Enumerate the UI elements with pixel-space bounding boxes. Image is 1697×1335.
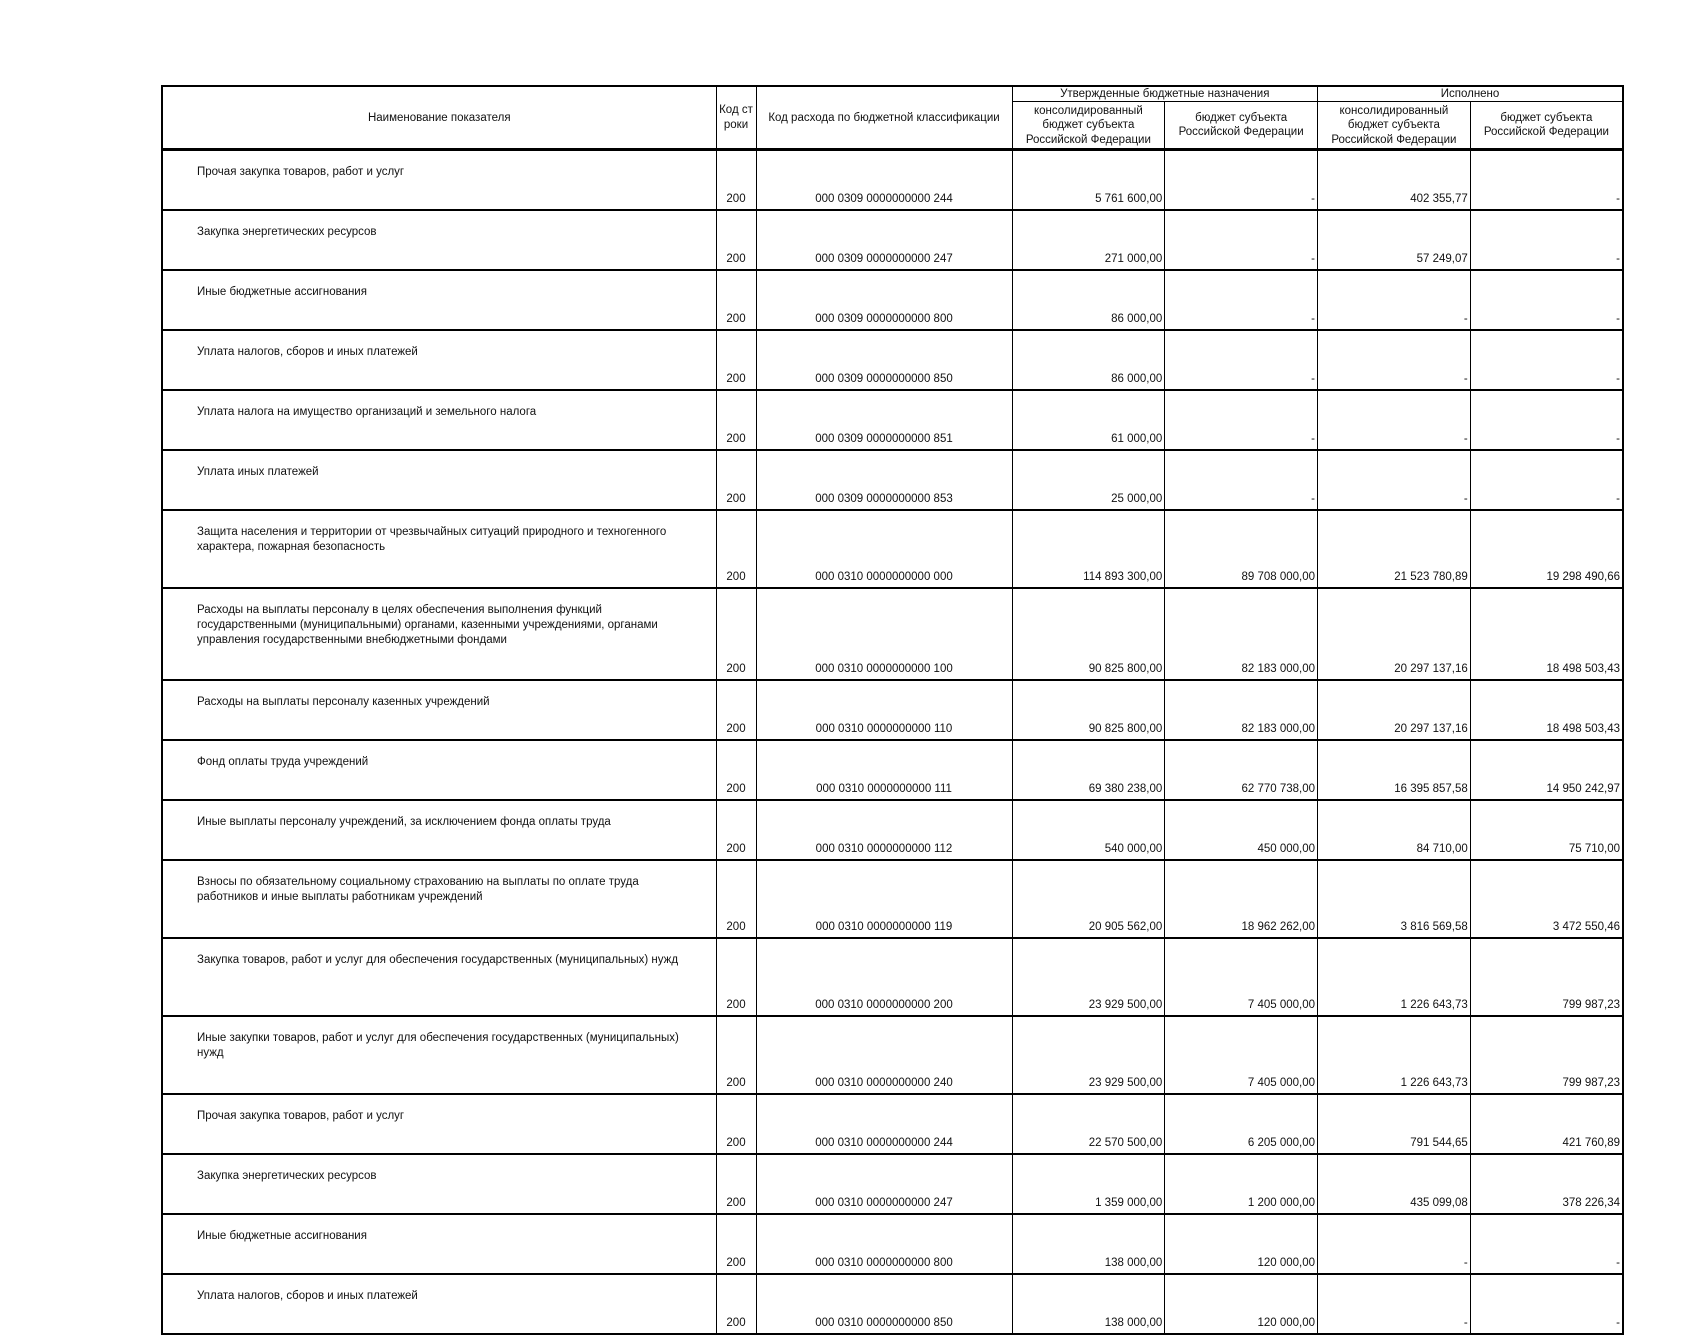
row-executed-consolidated-cell: 791 544,65 [1318,1094,1471,1154]
row-classification-cell: 000 0309 0000000000 853 [756,450,1012,510]
table-row [162,390,1623,450]
row-code-cell: 200 [716,1214,756,1274]
row-classification-cell: 000 0310 0000000000 100 [756,588,1012,680]
row-name-cell: Расходы на выплаты персоналу в целях обеспечения выполнения функций государственными (муниципальными) органами, казенными учреждениями, органами управления государственными внебюджетными фондами [162,588,716,680]
row-executed-consolidated-cell: - [1318,330,1471,390]
table-body [162,150,1623,1335]
row-executed-consolidated-cell: 402 355,77 [1318,150,1471,211]
row-code-cell: 200 [716,680,756,740]
row-classification-cell: 000 0310 0000000000 119 [756,860,1012,938]
row-executed-consolidated-cell: 20 297 137,16 [1318,588,1471,680]
row-executed-consolidated-cell: 3 816 569,58 [1318,860,1471,938]
row-executed-consolidated-cell: 16 395 857,58 [1318,740,1471,800]
row-approved-subject-cell: 7 405 000,00 [1165,938,1318,1016]
row-executed-consolidated-cell: - [1318,450,1471,510]
row-classification-cell: 000 0310 0000000000 111 [756,740,1012,800]
row-approved-consolidated-cell: 69 380 238,00 [1012,740,1165,800]
row-executed-subject-cell: 75 710,00 [1470,800,1623,860]
row-approved-subject-cell: 18 962 262,00 [1165,860,1318,938]
row-code-cell: 200 [716,270,756,330]
table-row [162,510,1623,588]
row-classification-cell: 000 0309 0000000000 850 [756,330,1012,390]
row-executed-subject-cell: 799 987,23 [1470,1016,1623,1094]
row-executed-subject-cell: 799 987,23 [1470,938,1623,1016]
header-approved-consolidated: консолидированный бюджет субъекта Российской Федерации [1012,102,1165,150]
row-executed-subject-cell: - [1470,150,1623,211]
row-code-cell: 200 [716,800,756,860]
row-classification-cell: 000 0310 0000000000 244 [756,1094,1012,1154]
row-approved-subject-cell: 7 405 000,00 [1165,1016,1318,1094]
row-approved-consolidated-cell: 22 570 500,00 [1012,1094,1165,1154]
row-approved-subject-cell: - [1165,330,1318,390]
table-row [162,938,1623,1016]
row-code-cell: 200 [716,1274,756,1334]
row-executed-consolidated-cell: 84 710,00 [1318,800,1471,860]
row-executed-consolidated-cell: 57 249,07 [1318,210,1471,270]
table-row [162,210,1623,270]
row-executed-subject-cell: 378 226,34 [1470,1154,1623,1214]
header-executed: Исполнено [1318,86,1624,102]
table-row [162,1214,1623,1274]
row-code-cell: 200 [716,938,756,1016]
row-approved-subject-cell: 450 000,00 [1165,800,1318,860]
row-executed-subject-cell: - [1470,270,1623,330]
row-code-cell: 200 [716,450,756,510]
row-code-cell: 200 [716,210,756,270]
table-row [162,1094,1623,1154]
row-name-cell: Закупка энергетических ресурсов [162,210,716,270]
row-code-cell: 200 [716,1094,756,1154]
row-code-cell: 200 [716,1154,756,1214]
row-executed-consolidated-cell: - [1318,1274,1471,1334]
row-code-cell: 200 [716,740,756,800]
row-executed-consolidated-cell: 435 099,08 [1318,1154,1471,1214]
row-executed-consolidated-cell: 1 226 643,73 [1318,1016,1471,1094]
header-approved: Утвержденные бюджетные назначения [1012,86,1318,102]
row-classification-cell: 000 0310 0000000000 800 [756,1214,1012,1274]
row-executed-subject-cell: 421 760,89 [1470,1094,1623,1154]
row-approved-subject-cell: - [1165,270,1318,330]
row-executed-subject-cell: 3 472 550,46 [1470,860,1623,938]
row-executed-subject-cell: - [1470,450,1623,510]
row-name-cell: Иные бюджетные ассигнования [162,1214,716,1274]
row-approved-subject-cell: - [1165,210,1318,270]
header-name: Наименование показателя [162,86,716,150]
row-approved-subject-cell: - [1165,390,1318,450]
row-executed-subject-cell: 14 950 242,97 [1470,740,1623,800]
row-classification-cell: 000 0310 0000000000 240 [756,1016,1012,1094]
row-approved-subject-cell: 62 770 738,00 [1165,740,1318,800]
row-name-cell: Закупка энергетических ресурсов [162,1154,716,1214]
table-row [162,270,1623,330]
row-name-cell: Защита населения и территории от чрезвычайных ситуаций природного и техногенного характера, пожарная безопасность [162,510,716,588]
row-approved-subject-cell: 82 183 000,00 [1165,588,1318,680]
row-name-cell: Иные бюджетные ассигнования [162,270,716,330]
row-name-cell: Уплата налогов, сборов и иных платежей [162,1274,716,1334]
row-classification-cell: 000 0310 0000000000 112 [756,800,1012,860]
row-classification-cell: 000 0310 0000000000 850 [756,1274,1012,1334]
row-executed-subject-cell: - [1470,1214,1623,1274]
row-classification-cell: 000 0310 0000000000 110 [756,680,1012,740]
row-approved-consolidated-cell: 20 905 562,00 [1012,860,1165,938]
row-name-cell: Закупка товаров, работ и услуг для обеспечения государственных (муниципальных) нужд [162,938,716,1016]
row-approved-consolidated-cell: 271 000,00 [1012,210,1165,270]
row-code-cell: 200 [716,860,756,938]
row-name-cell: Взносы по обязательному социальному страхованию на выплаты по оплате труда работников и иные выплаты работникам учреждений [162,860,716,938]
table-header [162,86,1623,150]
row-approved-subject-cell: - [1165,150,1318,211]
row-classification-cell: 000 0309 0000000000 800 [756,270,1012,330]
table-row [162,740,1623,800]
row-name-cell: Иные закупки товаров, работ и услуг для обеспечения государственных (муниципальных) нужд [162,1016,716,1094]
row-executed-subject-cell: 19 298 490,66 [1470,510,1623,588]
budget-report-sheet [161,85,1622,1335]
row-approved-subject-cell: 1 200 000,00 [1165,1154,1318,1214]
row-approved-consolidated-cell: 25 000,00 [1012,450,1165,510]
row-approved-consolidated-cell: 138 000,00 [1012,1274,1165,1334]
budget-execution-table [161,85,1624,1335]
table-row [162,1274,1623,1334]
row-executed-subject-cell: - [1470,1274,1623,1334]
row-approved-subject-cell: 89 708 000,00 [1165,510,1318,588]
row-code-cell: 200 [716,330,756,390]
row-approved-consolidated-cell: 90 825 800,00 [1012,588,1165,680]
row-executed-consolidated-cell: - [1318,390,1471,450]
row-classification-cell: 000 0309 0000000000 851 [756,390,1012,450]
table-row [162,150,1623,211]
table-row [162,1154,1623,1214]
row-code-cell: 200 [716,588,756,680]
table-row [162,588,1623,680]
row-executed-subject-cell: - [1470,210,1623,270]
row-classification-cell: 000 0310 0000000000 000 [756,510,1012,588]
row-approved-consolidated-cell: 5 761 600,00 [1012,150,1165,211]
row-approved-consolidated-cell: 61 000,00 [1012,390,1165,450]
row-code-cell: 200 [716,390,756,450]
row-executed-consolidated-cell: - [1318,270,1471,330]
row-approved-consolidated-cell: 86 000,00 [1012,330,1165,390]
row-approved-consolidated-cell: 23 929 500,00 [1012,1016,1165,1094]
row-executed-subject-cell: - [1470,390,1623,450]
header-executed-subject: бюджет субъекта Российской Федерации [1470,102,1623,150]
table-row [162,450,1623,510]
row-classification-cell: 000 0310 0000000000 247 [756,1154,1012,1214]
row-code-cell: 200 [716,510,756,588]
row-name-cell: Расходы на выплаты персоналу казенных учреждений [162,680,716,740]
header-approved-subject: бюджет субъекта Российской Федерации [1165,102,1318,150]
row-classification-cell: 000 0309 0000000000 244 [756,150,1012,211]
row-approved-subject-cell: - [1165,450,1318,510]
table-row [162,860,1623,938]
row-approved-subject-cell: 82 183 000,00 [1165,680,1318,740]
row-name-cell: Прочая закупка товаров, работ и услуг [162,1094,716,1154]
row-executed-subject-cell: 18 498 503,43 [1470,588,1623,680]
row-approved-consolidated-cell: 90 825 800,00 [1012,680,1165,740]
row-approved-consolidated-cell: 86 000,00 [1012,270,1165,330]
row-name-cell: Иные выплаты персоналу учреждений, за исключением фонда оплаты труда [162,800,716,860]
row-executed-subject-cell: 18 498 503,43 [1470,680,1623,740]
row-approved-consolidated-cell: 114 893 300,00 [1012,510,1165,588]
header-row-code: Код строки [716,86,756,150]
row-approved-subject-cell: 120 000,00 [1165,1274,1318,1334]
row-executed-consolidated-cell: 1 226 643,73 [1318,938,1471,1016]
row-name-cell: Уплата налогов, сборов и иных платежей [162,330,716,390]
row-name-cell: Прочая закупка товаров, работ и услуг [162,150,716,211]
header-executed-consolidated: консолидированный бюджет субъекта Российской Федерации [1318,102,1471,150]
table-row [162,680,1623,740]
header-classification: Код расхода по бюджетной классификации [756,86,1012,150]
row-name-cell: Уплата иных платежей [162,450,716,510]
row-approved-consolidated-cell: 23 929 500,00 [1012,938,1165,1016]
row-approved-consolidated-cell: 138 000,00 [1012,1214,1165,1274]
row-code-cell: 200 [716,1016,756,1094]
row-name-cell: Уплата налога на имущество организаций и земельного налога [162,390,716,450]
table-row [162,800,1623,860]
row-approved-consolidated-cell: 540 000,00 [1012,800,1165,860]
row-code-cell: 200 [716,150,756,211]
row-name-cell: Фонд оплаты труда учреждений [162,740,716,800]
row-approved-consolidated-cell: 1 359 000,00 [1012,1154,1165,1214]
row-executed-consolidated-cell: 20 297 137,16 [1318,680,1471,740]
row-approved-subject-cell: 120 000,00 [1165,1214,1318,1274]
row-classification-cell: 000 0310 0000000000 200 [756,938,1012,1016]
table-row [162,330,1623,390]
row-executed-consolidated-cell: - [1318,1214,1471,1274]
row-approved-subject-cell: 6 205 000,00 [1165,1094,1318,1154]
row-executed-subject-cell: - [1470,330,1623,390]
row-executed-consolidated-cell: 21 523 780,89 [1318,510,1471,588]
table-row [162,1016,1623,1094]
row-classification-cell: 000 0309 0000000000 247 [756,210,1012,270]
